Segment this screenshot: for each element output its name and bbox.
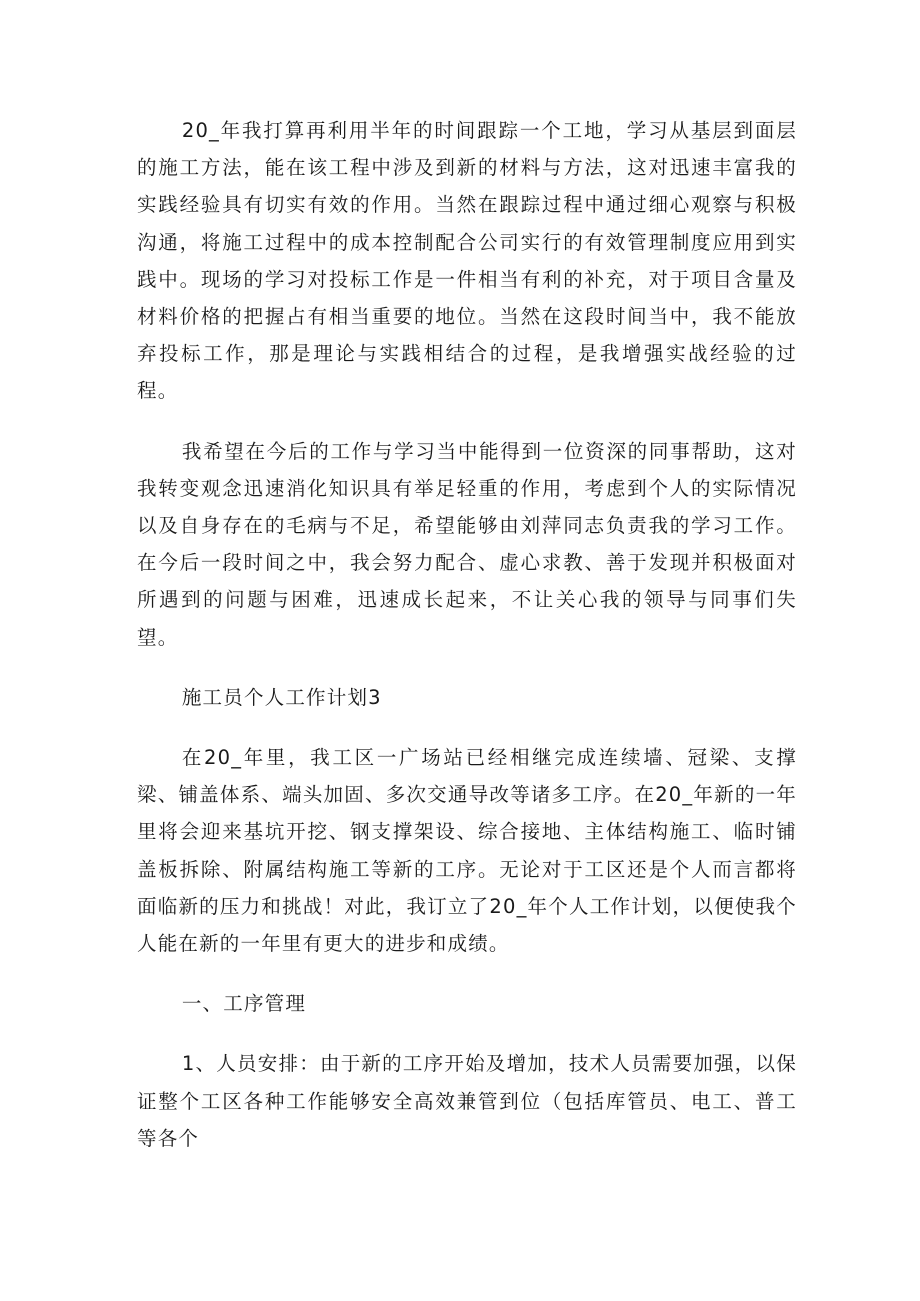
- document-page: [137, 112, 797, 1180]
- paragraph-tracking-plan: 20_年我打算再利用半年的时间跟踪一个工地，学习从基层到面层的施工方法，能在该工程中涉及到新的材料与方法，这对迅速丰富我的实践经验具有切实有效的作用。当然在跟踪过程中通过细心观察与积极沟通，将施工过程中的成本控制配合公司实行的有效管理制度应用到实践中。现场的学习对投标工作是一件相当有利的补充，对于项目含量及材料价格的把握占有相当重要的地位。当然在这段时间当中，我不能放弃投标工作，那是理论与实践相结合的过程，是我增强实战经验的过程。: [137, 119, 797, 403]
- section-title-plan-3: 施工员个人工作计划3: [181, 685, 382, 709]
- paragraph-mentor-request: 我希望在今后的工作与学习当中能得到一位资深的同事帮助，这对我转变观念迅速消化知识具有举足轻重的作用，考虑到个人的实际情况以及自身存在的毛病与不足，希望能够由刘萍同志负责我的学习工作。在今后一段时间之中，我会努力配合、虚心求教、善于发现并积极面对所遇到的问题与困难，迅速成长起来，不让关心我的领导与同事们失望。: [137, 439, 797, 649]
- paragraph-staff-arrangement: 1、人员安排：由于新的工序开始及增加，技术人员需要加强，以保证整个工区各种工作能够安全高效兼管到位（包括库管员、电工、普工等各个: [137, 1052, 797, 1150]
- paragraph-plan-intro: 在20_年里，我工区一广场站已经相继完成连续墙、冠梁、支撑梁、铺盖体系、端头加固、多次交通导改等诸多工序。在20_年新的一年里将会迎来基坑开挖、钢支撑架设、综合接地、主体结构施工、临时铺盖板拆除、附属结构施工等新的工序。无论对于工区还是个人而言都将面临新的压力和挑战！对此，我订立了20_年个人工作计划，以便使我个人能在新的一年里有更大的进步和成绩。: [137, 746, 797, 956]
- subheading-process-management: 一、工序管理: [181, 992, 307, 1016]
